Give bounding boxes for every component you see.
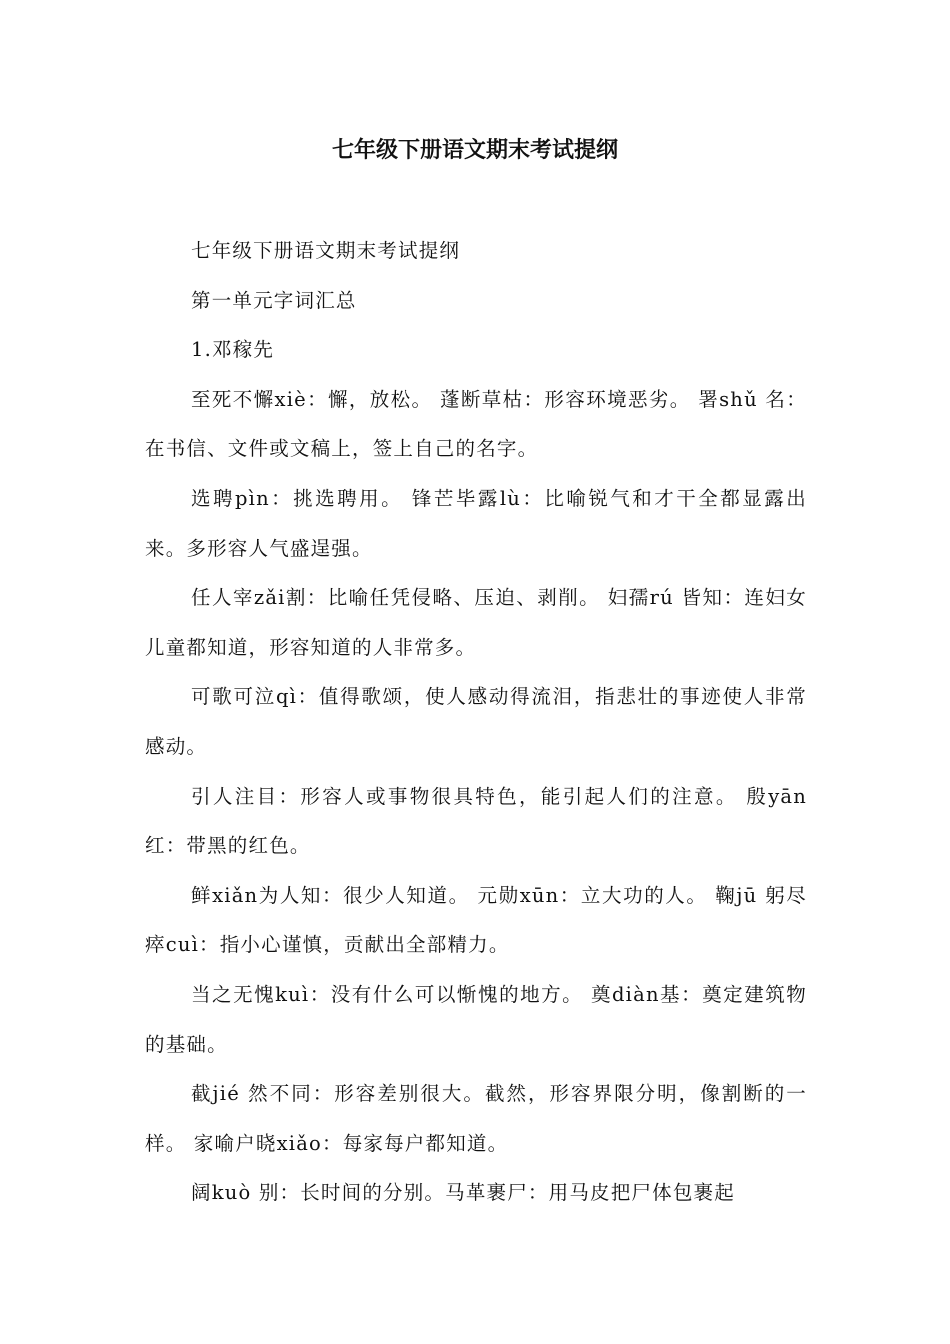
- document-title: 七年级下册语文期末考试提纲: [331, 138, 618, 163]
- paragraph-vocab-9: 阔kuò 别：长时间的分别。马革裹尸：用马皮把尸体包裹起: [191, 1181, 735, 1205]
- paragraph-vocab-5: 引人注目：形容人或事物很具特色，能引起人们的注意。 殷yān红：带黑的红色。: [145, 784, 807, 858]
- paragraph-unit-title: 第一单元字词汇总: [191, 288, 357, 312]
- paragraph-lesson-title: 1.邓稼先: [191, 338, 275, 362]
- paragraph-vocab-4: 可歌可泣qì：值得歌颂，使人感动得流泪，指悲壮的事迹使人非常感动。: [145, 685, 807, 758]
- paragraph-vocab-7: 当之无愧kuì：没有什么可以惭愧的地方。 奠diàn基：奠定建筑物的基础。: [145, 982, 807, 1056]
- paragraph-heading: 七年级下册语文期末考试提纲: [191, 239, 461, 262]
- paragraph-vocab-6: 鲜xiǎn为人知：很少人知道。 元勋xūn：立大功的人。 鞠jū 躬尽瘁cuì：指小心谨慎，贡献出全部精力。: [145, 883, 807, 957]
- paragraph-vocab-3: 任人宰zǎi割：比喻任凭侵略、压迫、剥削。 妇孺rú 皆知：连妇女儿童都知道，形容知道的人非常多。: [145, 586, 807, 659]
- paragraph-vocab-2: 选聘pìn：挑选聘用。 锋芒毕露lù：比喻锐气和才干全都显露出来。多形容人气盛逞强。: [145, 486, 807, 560]
- document-body: [145, 226, 807, 1218]
- paragraph-vocab-1: 至死不懈xiè：懈，放松。 蓬断草枯：形容环境恶劣。 署shǔ 名：在书信、文件或文稿上，签上自己的名字。: [145, 387, 807, 461]
- paragraph-vocab-8: 截jié 然不同：形容差别很大。截然，形容界限分明，像割断的一样。 家喻户晓xiǎo：每家每户都知道。: [145, 1082, 807, 1155]
